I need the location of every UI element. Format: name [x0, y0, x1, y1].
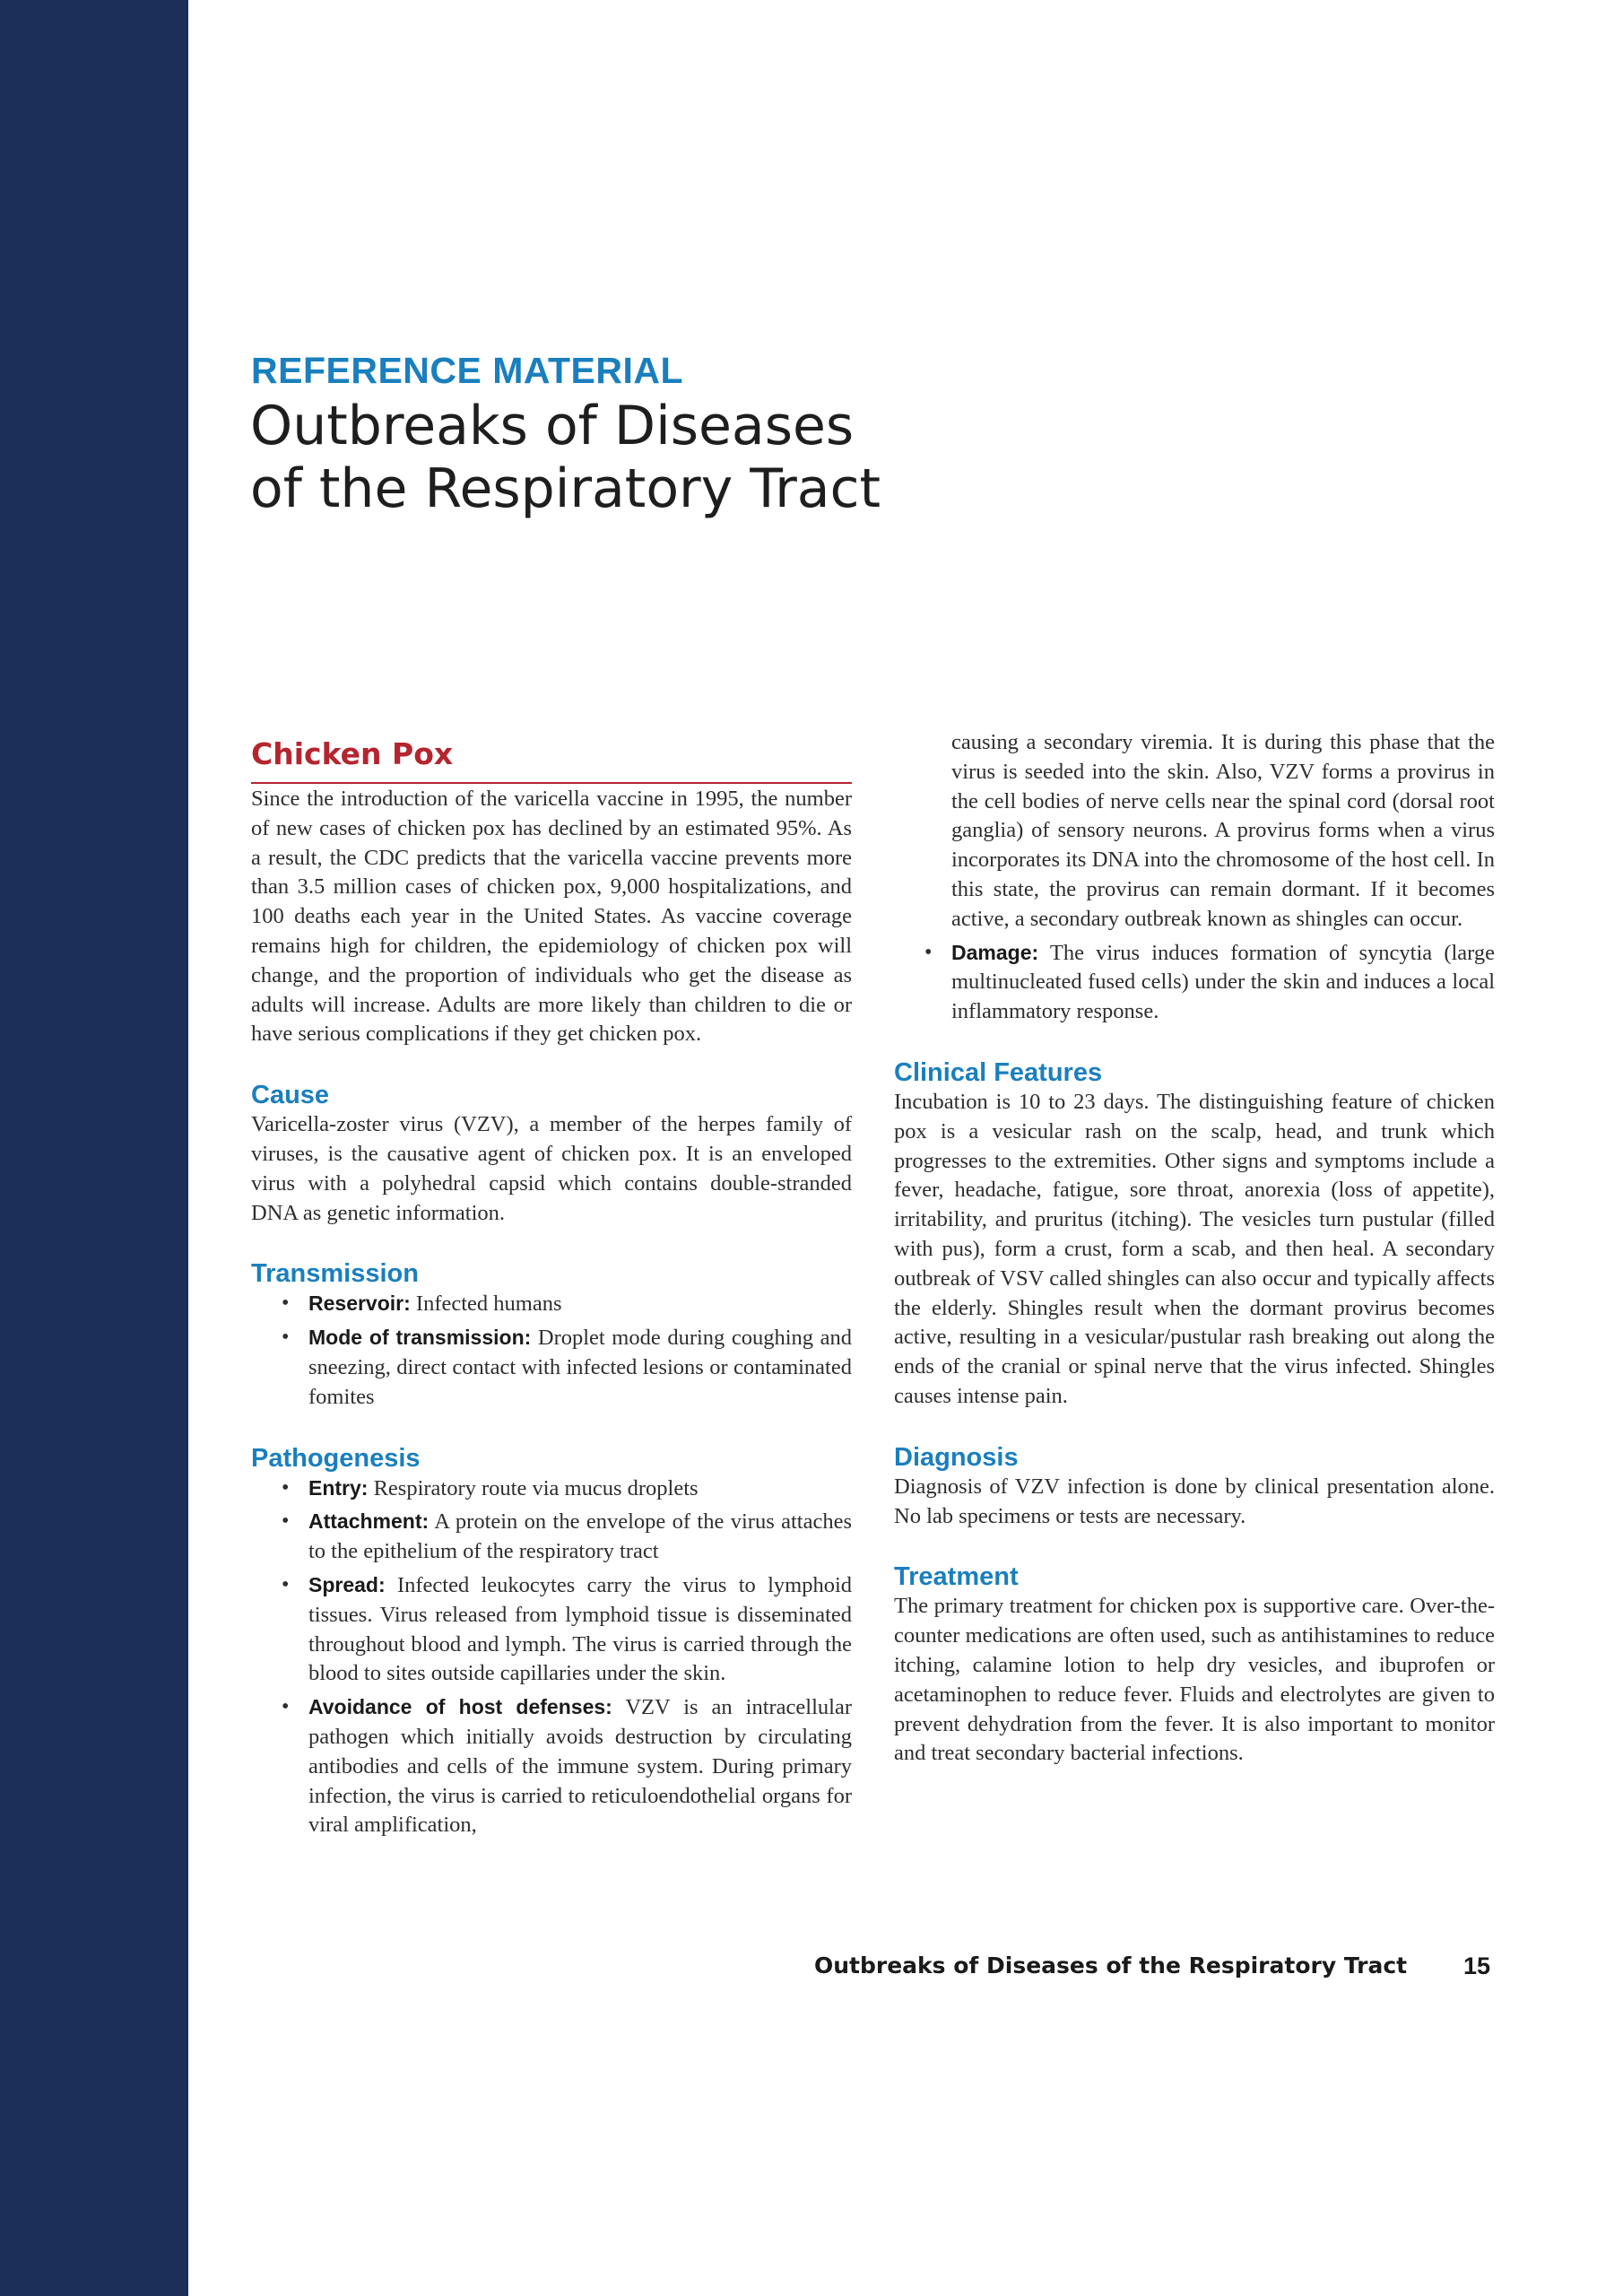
list-item: • Entry: Respiratory route via mucus droplets [282, 1475, 699, 1500]
clinical-features-text: Incubation is 10 to 23 days. The distinguishing feature of chicken pox is a vesicular rash on the scalp, head, and trunk which progresses to the extremities. Other signs and symptoms include a fever, headache, fatigue, sore throat, anorexia (loss of appetite), irritability, and pruritus (itching). The vesicles turn pustular (filled with pus), form a crust, form a scab, and then heal. A secondary outbreak of VSV called shingles can also occur and typically affects the elderly. Shingles result when the dormant provirus becomes active, resulting in a vesicular/pustular rash breaking out along the ends of the cranial or spinal nerve that the virus infected. Shingles causes intense pain. [894, 1089, 1495, 1408]
chicken-pox-intro: Since the introduction of the varicella vaccine in 1995, the number of new cases of chicken pox has declined by an estimated 95%. As a result, the CDC predicts that the varicella vaccine prevents more than 3.5 million cases of chicken pox, 9,000 hospitalizations, and 100 deaths each year in the United States. As vaccine coverage remains high for children, the epidemiology of chicken pox will change, and the proportion of individuals who get the disease as adults will increase. Adults are more likely than children to die or have serious complications if they get chicken pox. [251, 787, 852, 1047]
list-item: • Damage: The virus induces formation of syncytia (large multinucleated fused cells) under the skin and induces a local inflammatory response. [924, 940, 1495, 1024]
pathogenesis-list [251, 1474, 852, 1841]
list-item: • Attachment: A protein on the envelope of the virus attaches to the epithelium of the respiratory tract [282, 1509, 852, 1564]
list-item: causing a secondary viremia. It is during this phase that the virus is seeded into the skin. Also, VZV forms a provirus in the cell bodies of nerve cells near the spinal cord (dorsal root ganglia) of sensory neurons. A provirus forms when a virus incorporates its DNA into the chromosome of the host cell. In this state, the provirus can remain dormant. If it becomes active, a secondary outbreak known as shingles can occur. [951, 730, 1495, 931]
treatment-heading: Treatment [894, 1562, 1019, 1592]
cause-heading: Cause [251, 1081, 330, 1110]
right-column [894, 728, 1495, 1769]
list-item: • Mode of transmission: Droplet mode during coughing and sneezing, direct contact with infected lesions or contaminated fomites [282, 1326, 853, 1409]
transmission-list [251, 1289, 852, 1412]
page-number: 15 [1463, 1952, 1491, 1979]
diagnosis-heading: Diagnosis [894, 1442, 1019, 1472]
list-item: • Spread: Infected leukocytes carry the virus to lymphoid tissues. Virus released from lymphoid tissue is disseminated throughout blood and lymph. The virus is carried through the blood to sites outside capillaries under the skin. [282, 1572, 853, 1686]
page-title-line-1: Outbreaks of Diseases [250, 395, 855, 457]
clinical-features-heading: Clinical Features [894, 1057, 1103, 1087]
transmission-heading: Transmission [251, 1259, 419, 1289]
left-column [251, 785, 852, 1840]
section-kicker: REFERENCE MATERIAL [251, 350, 684, 391]
cause-text: Varicella-zoster virus (VZV), a member of the herpes family of viruses, is the causative agent of chicken pox. It is an enveloped virus with a polyhedral capsid which contains double-stranded DNA as genetic information. [251, 1112, 852, 1225]
pathogenesis-heading: Pathogenesis [251, 1443, 421, 1473]
footer-title: Outbreaks of Diseases of the Respiratory Tract [814, 1952, 1408, 1979]
list-item: • Reservoir: Infected humans [282, 1292, 562, 1317]
pathogenesis-continued [894, 728, 1495, 1027]
page-title [250, 395, 1237, 520]
list-item: • Avoidance of host defenses: VZV is an intracellular pathogen which initially avoids destruction by circulating antibodies and cells of the immune system. During primary infection, the virus is carried to reticuloendothelial organs for viral amplification, [282, 1695, 852, 1838]
chicken-pox-heading: Chicken Pox [251, 735, 852, 784]
treatment-text: The primary treatment for chicken pox is supportive care. Over-the-counter medications are often used, such as antihistamines to reduce itching, calamine lotion to help dry vesicles, and ibuprofen or acetaminophen to reduce fever. Fluids and electrolytes are given to prevent dehydration from the fever. It is also important to monitor and treat secondary bacterial infections. [894, 1594, 1495, 1766]
page-title-line-2: of the Respiratory Tract [250, 457, 881, 520]
diagnosis-text: Diagnosis of VZV infection is done by clinical presentation alone. No lab specimens or tests are necessary. [894, 1474, 1495, 1528]
sidebar-band [0, 0, 188, 2296]
